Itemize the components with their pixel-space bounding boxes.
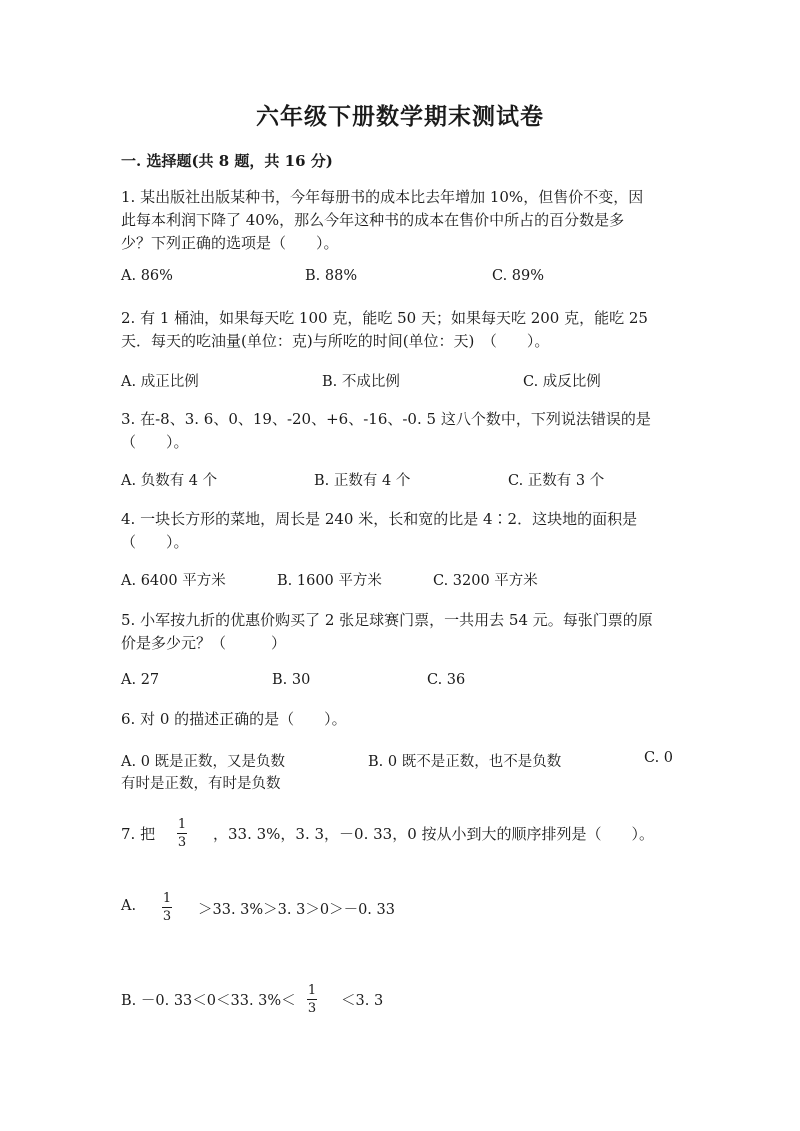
q5-option-a[interactable]: A. 27 (121, 672, 160, 688)
fraction-numerator: 1 (162, 891, 172, 906)
question-6: 6. 对 0 的描述正确的是（ ）。 (121, 710, 347, 728)
fraction-denominator: 3 (177, 835, 187, 850)
q7-option-a-label[interactable]: A. (121, 898, 137, 914)
question-1-line-3: 少？下列正确的选项是（ ）。 (121, 234, 339, 252)
q7-option-b-fraction (307, 983, 317, 1016)
q4-option-a[interactable]: A. 6400 平方米 (121, 573, 226, 589)
question-1-line-2: 此每本利润下降了 40%，那么今年这种书的成本在售价中所占的百分数是多 (121, 211, 625, 229)
question-7-text: ，33. 3%，3. 3，－0. 33，0 按从小到大的顺序排列是（ ）。 (213, 825, 655, 843)
fraction-bar (177, 833, 187, 834)
fraction-numerator: 1 (177, 817, 187, 832)
question-3-line-2: （ ）。 (121, 433, 189, 451)
question-1 (121, 186, 643, 255)
question-1-line-1: 1. 某出版社出版某种书，今年每册书的成本比去年增加 10%，但售价不变，因 (121, 188, 644, 206)
q2-option-a[interactable]: A. 成正比例 (121, 374, 199, 390)
q5-option-b[interactable]: B. 30 (272, 672, 311, 688)
q7-option-a-text: ＞33. 3%＞3. 3＞0＞－0. 33 (198, 902, 395, 918)
q1-option-a[interactable]: A. 86% (121, 268, 173, 284)
q3-option-c[interactable]: C. 正数有 3 个 (508, 473, 605, 489)
question-2 (121, 307, 648, 353)
q1-option-c[interactable]: C. 89% (492, 268, 545, 284)
question-4-line-2: （ ）。 (121, 533, 189, 551)
fraction-denominator: 3 (307, 1001, 317, 1016)
question-5-line-1: 5. 小军按九折的优惠价购买了 2 张足球赛门票，一共用去 54 元。每张门票的原 (121, 611, 653, 629)
q5-option-c[interactable]: C. 36 (427, 672, 466, 688)
q7-option-a-fraction (162, 891, 172, 924)
q3-option-a[interactable]: A. 负数有 4 个 (121, 473, 218, 489)
q4-option-b[interactable]: B. 1600 平方米 (277, 573, 382, 589)
question-3 (121, 408, 651, 454)
question-4-line-1: 4. 一块长方形的菜地，周长是 240 米，长和宽的比是 4∶2．这块地的面积是 (121, 510, 638, 528)
question-4 (121, 508, 637, 554)
question-2-line-1: 2. 有 1 桶油，如果每天吃 100 克，能吃 50 天；如果每天吃 200 克，能吃 25 (121, 309, 648, 327)
fraction-bar (162, 907, 172, 908)
question-5 (121, 609, 653, 655)
question-5-line-2: 价是多少元？（ ） (121, 634, 287, 652)
q6-option-c-continued: 有时是正数，有时是负数 (121, 776, 281, 792)
fraction-bar (307, 999, 317, 1000)
question-7-prefix: 7. 把 (121, 825, 156, 843)
q2-option-b[interactable]: B. 不成比例 (322, 374, 400, 390)
fraction-denominator: 3 (162, 909, 172, 924)
section-heading: 一. 选择题(共 8 题，共 16 分) (121, 152, 333, 170)
q7-fraction (177, 817, 187, 850)
q6-option-b[interactable]: B. 0 既不是正数，也不是负数 (368, 754, 562, 770)
q1-option-b[interactable]: B. 88% (305, 268, 358, 284)
q7-option-b-text: ＜3. 3 (341, 993, 384, 1009)
q3-option-b[interactable]: B. 正数有 4 个 (314, 473, 411, 489)
q7-option-b[interactable]: B. －0. 33＜0＜33. 3%＜ (121, 993, 296, 1009)
q6-option-c[interactable]: C. 0 (644, 750, 674, 766)
page-title: 六年级下册数学期末测试卷 (256, 103, 544, 130)
fraction-numerator: 1 (307, 983, 317, 998)
q6-option-a[interactable]: A. 0 既是正数，又是负数 (121, 754, 286, 770)
question-3-line-1: 3. 在-8、3. 6、0、19、-20、+6、-16、-0. 5 这八个数中，下列说法错误的是 (121, 410, 651, 428)
question-2-line-2: 天．每天的吃油量(单位：克)与所吃的时间(单位：天) （ ）。 (121, 332, 550, 350)
q2-option-c[interactable]: C. 成反比例 (523, 374, 601, 390)
q4-option-c[interactable]: C. 3200 平方米 (433, 573, 538, 589)
